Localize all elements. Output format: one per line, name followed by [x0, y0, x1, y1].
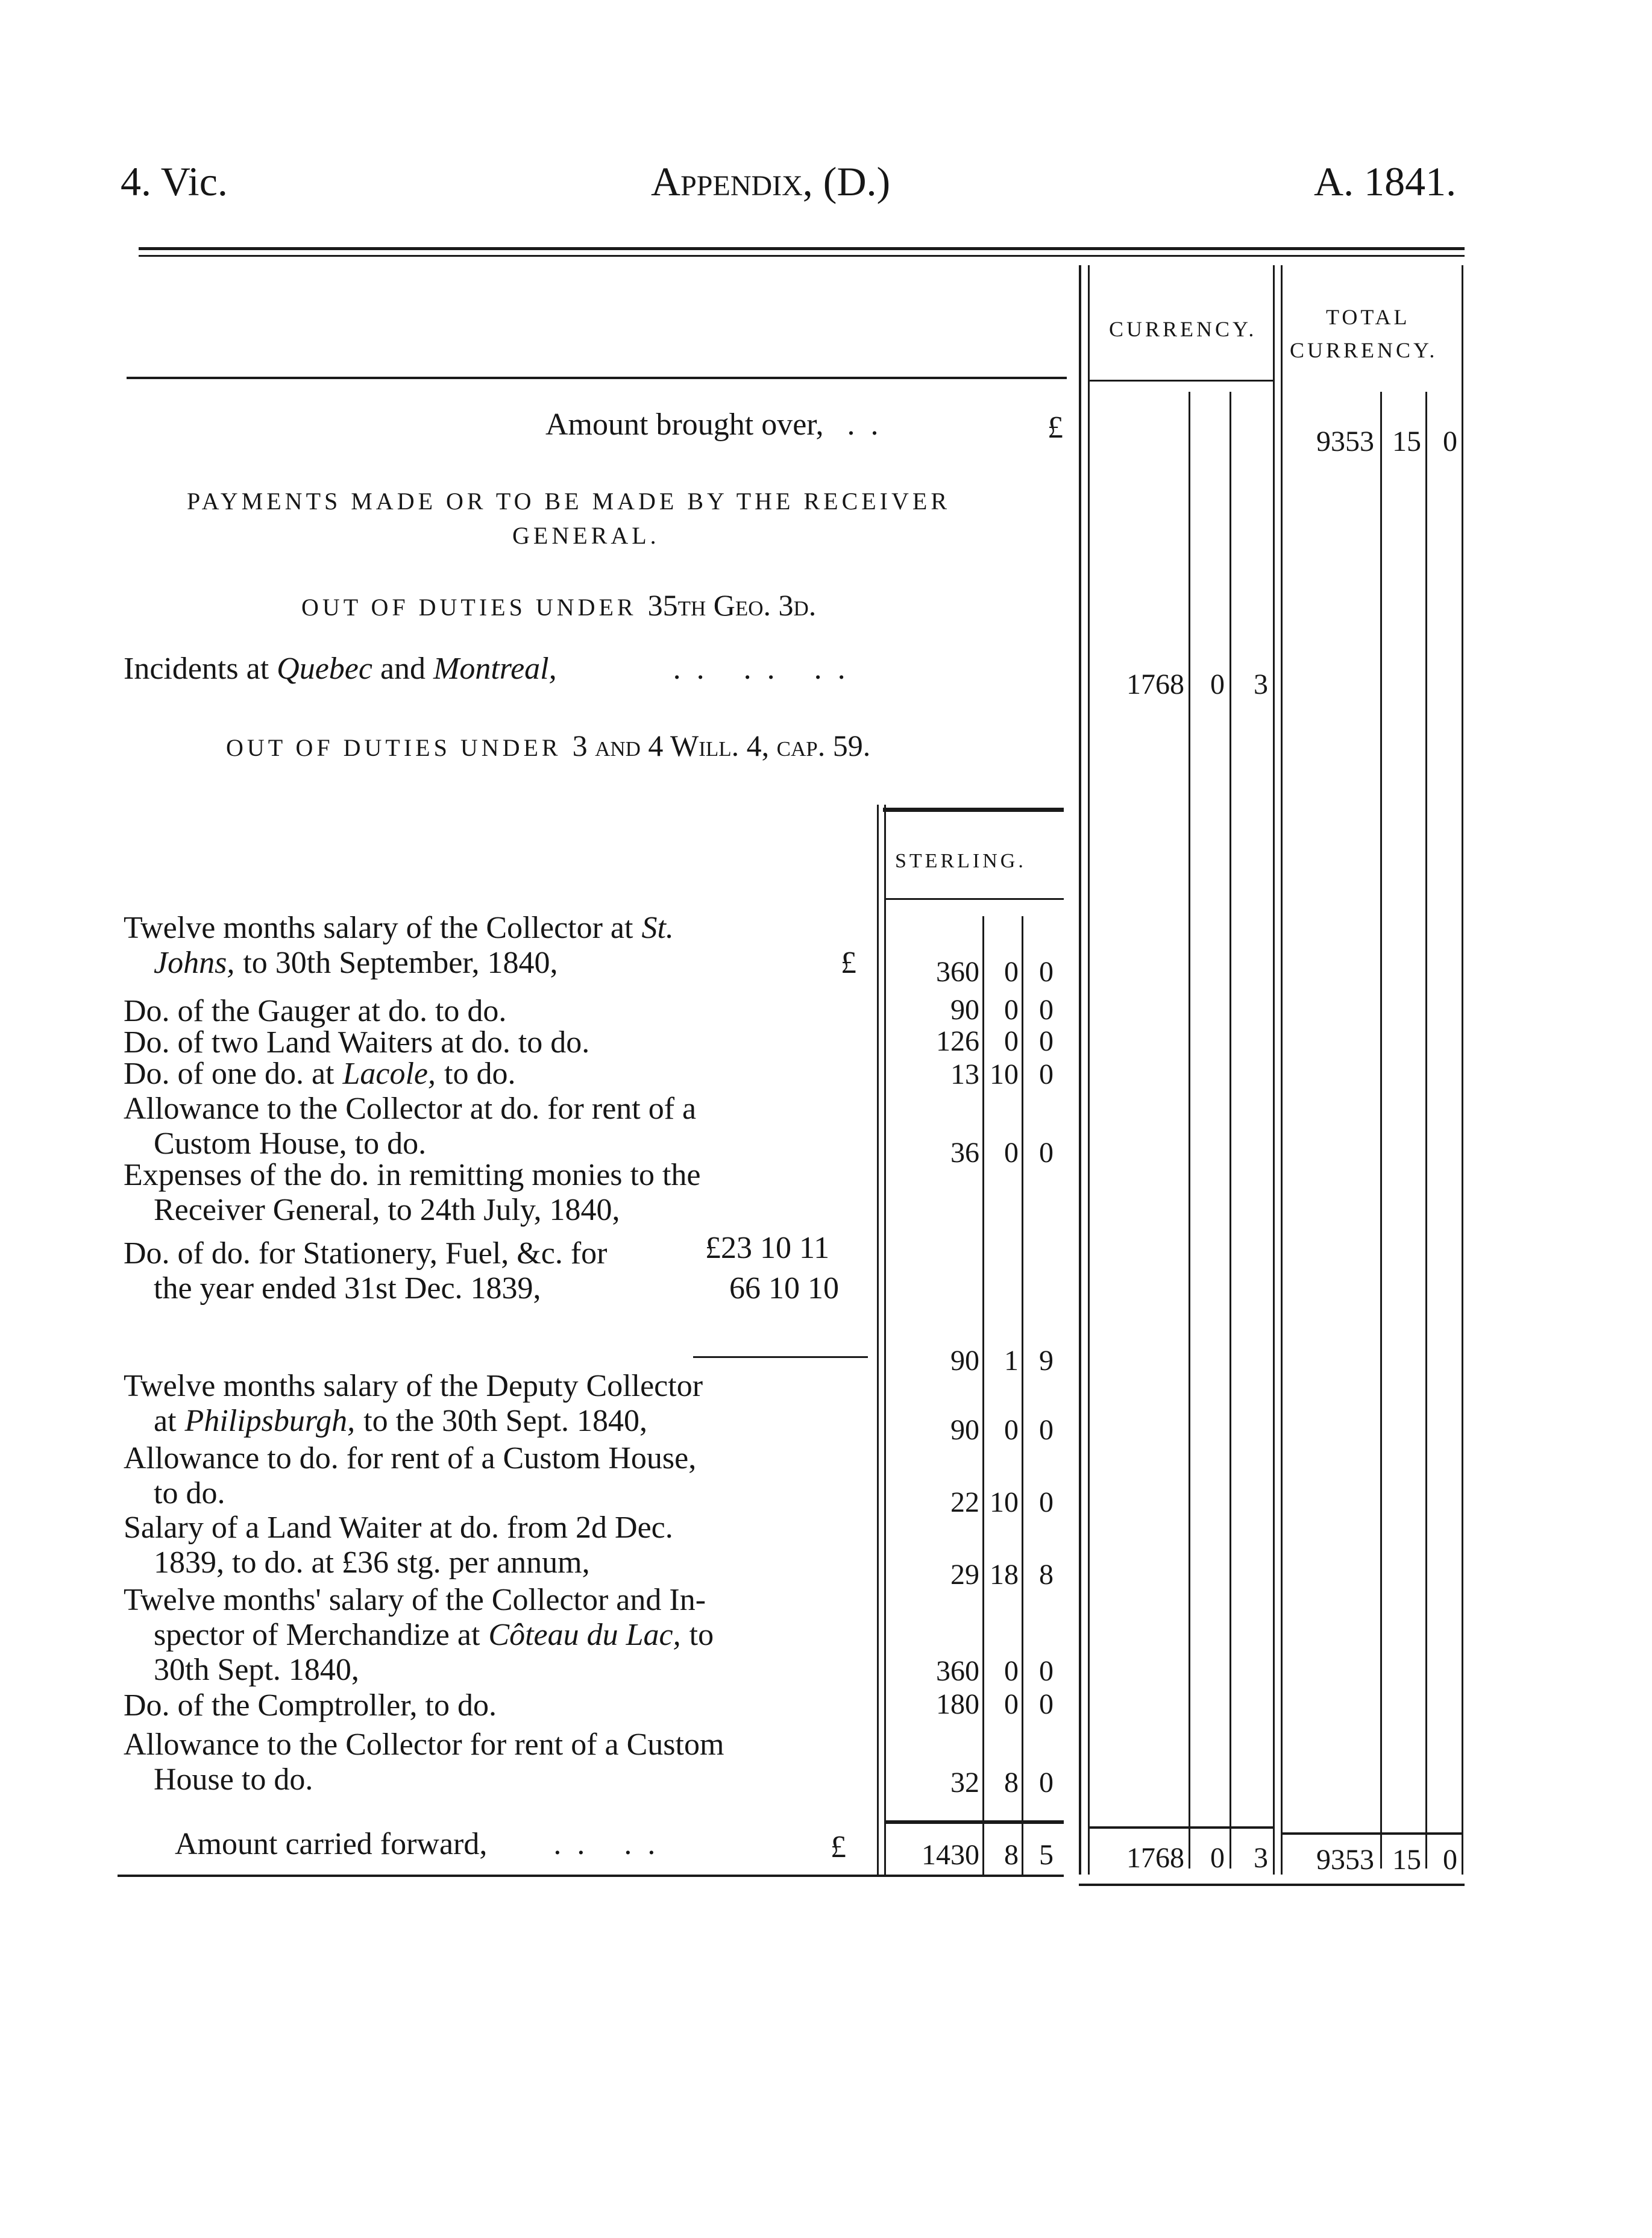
entry-text: Allowance to do. for rent of a Custom House, — [124, 1441, 697, 1476]
entry-text: Twelve months salary of the Deputy Collector — [124, 1369, 703, 1403]
entry-line1 — [124, 1236, 607, 1271]
entry-sterling-pounds: 13 — [950, 1058, 979, 1090]
currency-pounds-rule — [1189, 392, 1190, 1869]
carried-currency-pounds: 1768 — [1126, 1842, 1184, 1874]
sterling-pounds-rule — [982, 916, 984, 1875]
entry-text: to do. — [444, 1057, 516, 1091]
currency-col-left-rule — [1079, 265, 1081, 1875]
entry-sterling-pence: 9 — [1039, 1345, 1054, 1377]
entry-line1 — [124, 1582, 706, 1618]
top-rule — [139, 247, 1465, 250]
entry-sterling-pounds: 360 — [936, 1655, 979, 1687]
brought-over-symbol: £ — [1047, 410, 1063, 445]
entry-place: Lacole, — [342, 1057, 436, 1091]
entry-sterling-pounds: 360 — [936, 956, 979, 988]
incidents-currency-pounds: 1768 — [1126, 668, 1184, 700]
entry-line2 — [154, 1476, 233, 1511]
entry-place: Johns, — [154, 946, 235, 980]
entry-line2 — [154, 1126, 435, 1161]
entry-sterling-shillings: 0 — [1004, 1655, 1019, 1687]
entry-sterling-pence: 0 — [1039, 1688, 1054, 1720]
entry-sterling-shillings: 0 — [1004, 1414, 1019, 1446]
entry-sterling-shillings: 8 — [1004, 1767, 1019, 1799]
entry-sterling-shillings: 0 — [1004, 1025, 1019, 1057]
entry-sterling-pounds: 29 — [950, 1559, 979, 1591]
entry-sterling-pence: 0 — [1039, 1655, 1054, 1687]
entry-sub-amount: £23 10 11 — [705, 1231, 830, 1265]
entry-text: Do. of one do. at — [124, 1057, 334, 1091]
entry-line1 — [124, 910, 674, 946]
entry-sterling-shillings: 10 — [990, 1058, 1019, 1090]
entry-text: Do. of the Comptroller, to do. — [124, 1688, 497, 1723]
brought-over-total-shillings: 15 — [1392, 426, 1421, 457]
entry-text: at — [154, 1404, 177, 1438]
entry-line1 — [124, 993, 506, 1029]
bottom-rule-right — [1079, 1884, 1465, 1886]
entry-text: 1839, to do. at £36 stg. per annum, — [154, 1545, 590, 1580]
entry-sterling-pence: 0 — [1039, 1767, 1054, 1799]
entry-text: Do. of do. for Stationery, Fuel, &c. for — [124, 1236, 608, 1271]
entry-line1 — [124, 1688, 497, 1723]
entry-sterling-pounds: 90 — [950, 1414, 979, 1446]
currency-col-right-rule — [1273, 265, 1275, 1875]
entry-line2 — [154, 1617, 722, 1653]
entry-sterling-pence: 0 — [1039, 1414, 1054, 1446]
entry-line1 — [124, 1727, 724, 1762]
brought-over-total-pounds: 9353 — [1316, 426, 1374, 457]
currency-shillings-rule — [1230, 392, 1231, 1869]
entry-sterling-pounds: 126 — [936, 1025, 979, 1057]
entry-sterling-shillings: 0 — [1004, 1137, 1019, 1169]
brought-over-label: Amount brought over, .. — [545, 407, 894, 442]
entry-sterling-pence: 0 — [1039, 994, 1054, 1026]
carried-currency-shillings: 0 — [1210, 1842, 1225, 1874]
entry-line2 — [154, 1192, 629, 1228]
section-heading-line1: PAYMENTS MADE OR TO BE MADE BY THE RECEIVER — [187, 488, 951, 515]
entry-text: Do. of two Land Waiters at do. to do. — [124, 1025, 590, 1060]
entry-sub-amount: 66 10 10 — [729, 1271, 839, 1306]
entry-line1 — [124, 1157, 701, 1193]
entry-place: Côteau du Lac, — [488, 1618, 681, 1652]
incidents-currency-pence: 3 — [1254, 668, 1268, 700]
total-pounds-rule — [1380, 392, 1382, 1869]
entry-line2 — [154, 1271, 550, 1306]
entry-sterling-shillings: 0 — [1004, 1688, 1019, 1720]
header-underline — [127, 377, 1067, 379]
entry-text: to — [689, 1618, 714, 1652]
entry-sterling-pounds: 32 — [950, 1767, 979, 1799]
entry-text: Do. of the Gauger at do. to do. — [124, 994, 507, 1028]
entry-sterling-pence: 0 — [1039, 956, 1054, 988]
entry-sterling-shillings: 0 — [1004, 994, 1019, 1026]
entry-line1 — [124, 1056, 515, 1092]
entry-sterling-pounds: 36 — [950, 1137, 979, 1169]
carried-total-pence: 0 — [1443, 1844, 1457, 1876]
sub1-heading: OUT OF DUTIES UNDER 35th Geo. 3d. — [301, 588, 817, 622]
entry-sterling-pence: 0 — [1039, 1058, 1054, 1090]
entry-line3: 30th Sept. 1840, — [154, 1653, 359, 1687]
entry-sterling-shillings: 10 — [990, 1486, 1019, 1518]
entry-text: Twelve months' salary of the Collector and In- — [124, 1583, 706, 1617]
currency-header: CURRENCY. — [1109, 317, 1257, 341]
currency-total-rule — [1090, 1826, 1274, 1829]
entry-line2 — [154, 1545, 598, 1580]
entry-line2 — [154, 1762, 321, 1797]
entry-text: to 30th September, 1840, — [243, 946, 558, 980]
entry-text: Allowance to the Collector for rent of a Custom — [124, 1727, 724, 1762]
entry-text: Salary of a Land Waiter at do. from 2d Dec. — [124, 1510, 673, 1545]
carried-sterling-pence: 5 — [1039, 1839, 1054, 1871]
total-col-right-rule — [1462, 265, 1463, 1875]
entry-text: Twelve months salary of the Collector at — [124, 911, 633, 945]
entry-text: to the 30th Sept. 1840, — [363, 1404, 648, 1438]
subtotal-rule — [693, 1356, 868, 1358]
entry-line1 — [124, 1510, 673, 1545]
entry-line1 — [124, 1025, 589, 1060]
sterling-header-rule — [886, 898, 1064, 900]
entry-sterling-pence: 0 — [1039, 1486, 1054, 1518]
entry-sterling-pence: 0 — [1039, 1137, 1054, 1169]
brought-over-total-pence: 0 — [1443, 426, 1457, 457]
total-header-line2: CURRENCY. — [1290, 338, 1438, 362]
carried-total-pounds: 9353 — [1316, 1844, 1374, 1876]
carried-sterling-pounds: 1430 — [922, 1839, 979, 1871]
entry-text: Receiver General, to 24th July, 1840, — [154, 1193, 620, 1227]
incidents-row: Incidents at Quebec and Montreal, .. .. .. — [124, 652, 861, 686]
entry-place: Philipsburgh, — [184, 1404, 356, 1438]
entry-text: spector of Merchandize at — [154, 1618, 480, 1652]
currency-header-rule — [1090, 380, 1274, 382]
sterling-total-rule — [886, 1820, 1064, 1824]
top-rule-thin — [139, 255, 1465, 257]
entry-pound-symbol: £ — [841, 946, 856, 980]
currency-col-left-rule-2 — [1088, 265, 1090, 1875]
entry-sterling-pounds: 90 — [950, 1345, 979, 1377]
entry-sterling-pounds: 22 — [950, 1486, 979, 1518]
entry-text: Custom House, to do. — [154, 1127, 427, 1161]
currency-col-right-rule-2 — [1281, 265, 1283, 1875]
entry-text: to do. — [154, 1476, 225, 1510]
sub2-heading: OUT OF DUTIES UNDER 3 and 4 Will. 4, cap. 59. — [226, 729, 871, 762]
carried-forward-symbol: £ — [831, 1830, 846, 1864]
entry-text: House to do. — [154, 1762, 313, 1797]
entry-sterling-pounds: 180 — [936, 1688, 979, 1720]
sterling-col-left-rule-2 — [884, 805, 886, 1875]
carried-total-shillings: 15 — [1392, 1844, 1421, 1876]
incidents-currency-shillings: 0 — [1210, 668, 1225, 700]
entry-line1 — [124, 1091, 696, 1127]
entry-text: Expenses of the do. in remitting monies to the — [124, 1158, 701, 1192]
entry-line1 — [124, 1441, 696, 1476]
entry-text: the year ended 31st Dec. 1839, — [154, 1271, 541, 1306]
entry-line1 — [124, 1368, 703, 1404]
entry-sterling-pence: 8 — [1039, 1559, 1054, 1591]
entry-line2 — [154, 1403, 656, 1439]
carried-currency-pence: 3 — [1254, 1842, 1268, 1874]
sterling-header: STERLING. — [895, 850, 1026, 872]
sterling-col-left-rule — [877, 805, 879, 1875]
entry-sterling-shillings: 18 — [990, 1559, 1019, 1591]
sterling-shillings-rule — [1022, 916, 1023, 1875]
section-heading-line2: GENERAL. — [512, 522, 660, 549]
header-volume: 4. Vic. — [121, 159, 228, 204]
total-shillings-rule — [1425, 392, 1427, 1869]
header-appendix: Appendix, (D.) — [651, 159, 891, 204]
entry-sterling-shillings: 1 — [1004, 1345, 1019, 1377]
carried-sterling-shillings: 8 — [1004, 1839, 1019, 1871]
entry-text: Allowance to the Collector at do. for rent of a — [124, 1092, 697, 1126]
entry-sterling-pence: 0 — [1039, 1025, 1054, 1057]
carried-forward-label: Amount carried forward, .. .. — [175, 1827, 671, 1861]
total-header-line1: TOTAL — [1326, 305, 1410, 329]
entry-line2 — [154, 945, 567, 981]
header-year: A. 1841. — [1314, 159, 1457, 204]
sterling-top-rule — [883, 808, 1064, 812]
bottom-rule — [118, 1875, 1064, 1877]
total-total-rule — [1283, 1832, 1462, 1835]
entry-sterling-shillings: 0 — [1004, 956, 1019, 988]
entry-sterling-pounds: 90 — [950, 994, 979, 1026]
entry-place: St. — [641, 911, 674, 945]
